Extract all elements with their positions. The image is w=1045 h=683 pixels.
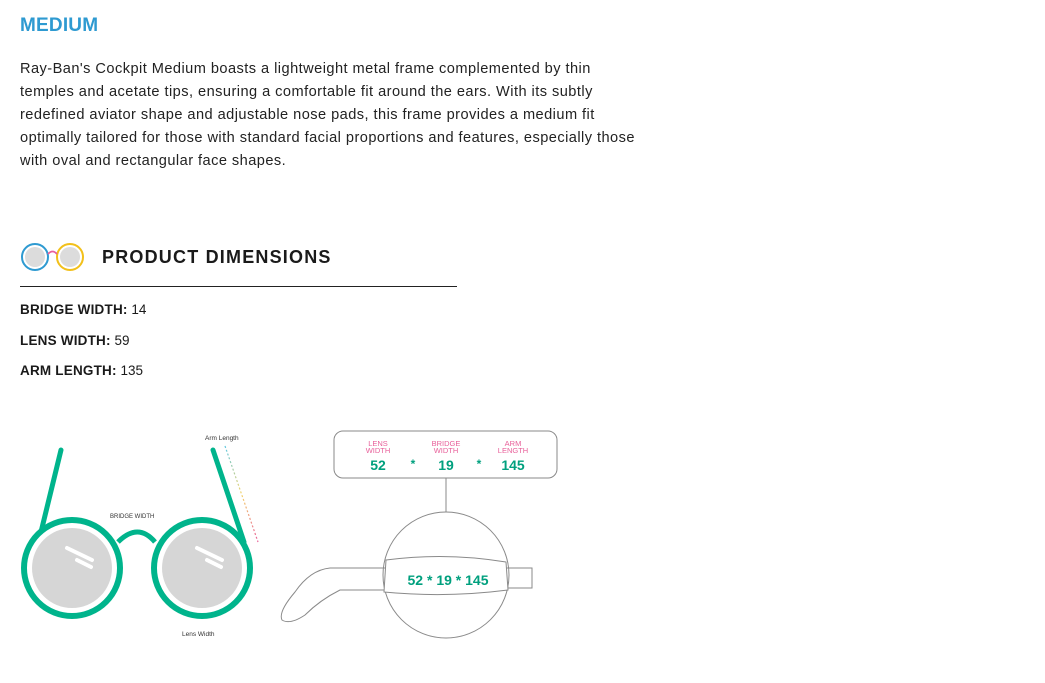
glasses-icon: [20, 242, 88, 274]
lens-number: 52: [370, 457, 386, 473]
bridge-width-spec: [20, 302, 146, 317]
lens-label-bottom: WIDTH: [365, 446, 391, 455]
product-dimensions-title: PRODUCT DIMENSIONS: [102, 247, 332, 267]
arm-length-spec: [20, 363, 143, 378]
arm-label-top: ARM: [504, 439, 522, 448]
divider: [20, 286, 457, 287]
bridge-width-value: 14: [131, 302, 147, 317]
bridge-label-bottom: WIDTH: [433, 446, 459, 455]
temple-arm-magnifier: [281, 512, 532, 638]
front-view-glasses: [24, 450, 250, 616]
bridge-width-label: BRIDGE WIDTH:: [20, 302, 128, 317]
size-diagram: [0, 420, 600, 660]
arm-label-bottom: LENGTH: [497, 446, 529, 455]
arm-number: 145: [501, 457, 525, 473]
lens-width-caption: Lens Width: [182, 631, 215, 638]
product-dimensions-header: [20, 242, 460, 274]
product-description: Ray-Ban's Cockpit Medium boasts a lightweight metal frame complemented by thin temples and acetate tips, ensuring a comfortable fit around the ears. With its subtly redefined aviator shape and adjustable nose pads, this frame provides a medium fit optimally tailored for those with standard facial proportions and features, especially those with oval and rectangular face shapes.: [20, 61, 635, 169]
bridge-number: 19: [438, 457, 454, 473]
bridge-width-caption: BRIDGE WIDTH: [110, 514, 155, 520]
lens-width-label: LENS WIDTH:: [20, 333, 111, 348]
arm-length-value: 135: [120, 363, 143, 378]
lens-label-top: LENS: [368, 439, 388, 448]
star-separator: *: [410, 457, 416, 471]
size-title: MEDIUM: [20, 15, 99, 36]
lens-width-spec: [20, 333, 130, 348]
temple-size-code: 52 * 19 * 145: [407, 572, 489, 588]
star-separator: *: [476, 457, 482, 471]
arm-length-label: ARM LENGTH:: [20, 363, 117, 378]
size-code-box: [334, 431, 557, 478]
arm-length-caption: Arm Length: [205, 435, 239, 442]
bridge-label-top: BRIDGE: [431, 439, 461, 448]
lens-width-value: 59: [114, 333, 130, 348]
